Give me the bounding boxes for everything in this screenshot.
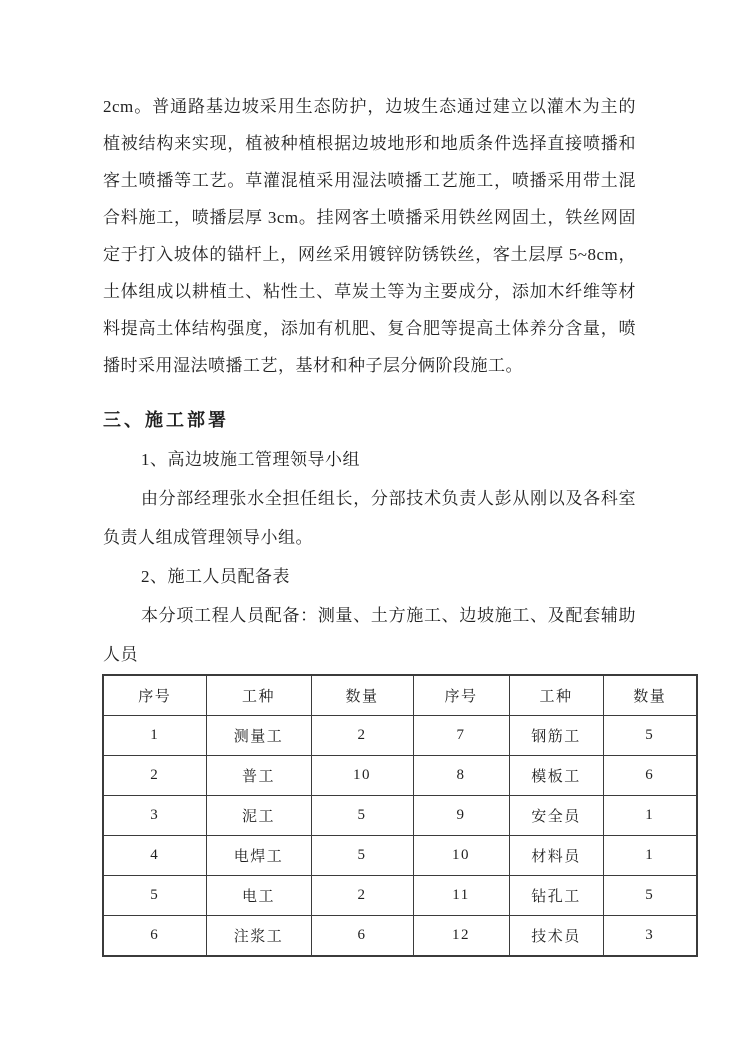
table-row bbox=[103, 916, 697, 957]
table-row bbox=[103, 756, 697, 796]
paragraph-line: 负责人组成管理领导小组。 bbox=[103, 528, 313, 547]
table-cell: 5 bbox=[603, 876, 697, 916]
table-cell: 9 bbox=[413, 796, 509, 836]
table-cell: 3 bbox=[603, 916, 697, 957]
table-cell: 注浆工 bbox=[206, 916, 311, 957]
table-cell: 5 bbox=[311, 796, 413, 836]
paragraph-line: 合料施工，喷播层厚 3cm。挂网客土喷播采用铁丝网固土，铁丝网固 bbox=[103, 208, 636, 227]
table-cell: 6 bbox=[603, 756, 697, 796]
table-cell: 4 bbox=[103, 836, 206, 876]
table-cell: 电焊工 bbox=[206, 836, 311, 876]
table-header-row bbox=[103, 675, 697, 716]
table-cell: 3 bbox=[103, 796, 206, 836]
table-cell: 2 bbox=[103, 756, 206, 796]
section-heading: 三、施工部署 bbox=[103, 410, 229, 430]
staffing-table-head bbox=[103, 675, 697, 716]
staffing-table bbox=[102, 674, 698, 957]
table-cell: 2 bbox=[311, 716, 413, 756]
table-cell: 10 bbox=[311, 756, 413, 796]
table-row bbox=[103, 876, 697, 916]
table-cell: 5 bbox=[603, 716, 697, 756]
paragraph-line: 土体组成以耕植土、粘性土、草炭土等为主要成分，添加木纤维等材 bbox=[103, 282, 636, 301]
paragraph-line: 植被结构来实现，植被种植根据边坡地形和地质条件选择直接喷播和 bbox=[103, 134, 636, 153]
table-header-cell: 工种 bbox=[206, 675, 311, 716]
table-cell: 1 bbox=[603, 796, 697, 836]
table-cell: 5 bbox=[311, 836, 413, 876]
paragraph-line: 2cm。普通路基边坡采用生态防护，边坡生态通过建立以灌木为主的 bbox=[103, 97, 636, 116]
deployment-section bbox=[103, 440, 636, 674]
table-cell: 7 bbox=[413, 716, 509, 756]
table-cell: 10 bbox=[413, 836, 509, 876]
table-row bbox=[103, 716, 697, 756]
table-cell: 12 bbox=[413, 916, 509, 957]
document-content bbox=[103, 88, 667, 957]
table-header-cell: 数量 bbox=[311, 675, 413, 716]
paragraph-line: 播时采用湿法喷播工艺，基材和种子层分俩阶段施工。 bbox=[103, 356, 523, 375]
table-header-cell: 工种 bbox=[509, 675, 603, 716]
table-cell: 1 bbox=[603, 836, 697, 876]
table-header-cell: 序号 bbox=[413, 675, 509, 716]
table-cell: 电工 bbox=[206, 876, 311, 916]
paragraph-line: 1、高边坡施工管理领导小组 bbox=[141, 450, 360, 469]
paragraph-line: 2、施工人员配备表 bbox=[141, 567, 290, 586]
paragraph-line: 人员 bbox=[103, 645, 138, 664]
paragraph-line: 由分部经理张水全担任组长，分部技术负责人彭从刚以及各科室 bbox=[141, 489, 636, 508]
table-cell: 2 bbox=[311, 876, 413, 916]
table-cell: 6 bbox=[103, 916, 206, 957]
intro-paragraph bbox=[103, 88, 636, 384]
table-cell: 5 bbox=[103, 876, 206, 916]
table-row bbox=[103, 796, 697, 836]
table-cell: 钢筋工 bbox=[509, 716, 603, 756]
paragraph-line: 本分项工程人员配备：测量、土方施工、边坡施工、及配套辅助 bbox=[141, 606, 636, 625]
table-cell: 6 bbox=[311, 916, 413, 957]
table-header-cell: 数量 bbox=[603, 675, 697, 716]
table-cell: 泥工 bbox=[206, 796, 311, 836]
table-cell: 普工 bbox=[206, 756, 311, 796]
table-cell: 技术员 bbox=[509, 916, 603, 957]
staffing-table-body bbox=[103, 716, 697, 957]
table-cell: 钻孔工 bbox=[509, 876, 603, 916]
table-row bbox=[103, 836, 697, 876]
table-header-cell: 序号 bbox=[103, 675, 206, 716]
paragraph-line: 料提高土体结构强度，添加有机肥、复合肥等提高土体养分含量，喷 bbox=[103, 319, 636, 338]
table-cell: 模板工 bbox=[509, 756, 603, 796]
paragraph-line: 客土喷播等工艺。草灌混植采用湿法喷播工艺施工，喷播采用带土混 bbox=[103, 171, 636, 190]
table-cell: 8 bbox=[413, 756, 509, 796]
table-cell: 测量工 bbox=[206, 716, 311, 756]
table-cell: 11 bbox=[413, 876, 509, 916]
table-cell: 1 bbox=[103, 716, 206, 756]
table-cell: 材料员 bbox=[509, 836, 603, 876]
paragraph-line: 定于打入坡体的锚杆上，网丝采用镀锌防锈铁丝，客土层厚 5~8cm， bbox=[103, 245, 636, 264]
table-cell: 安全员 bbox=[509, 796, 603, 836]
